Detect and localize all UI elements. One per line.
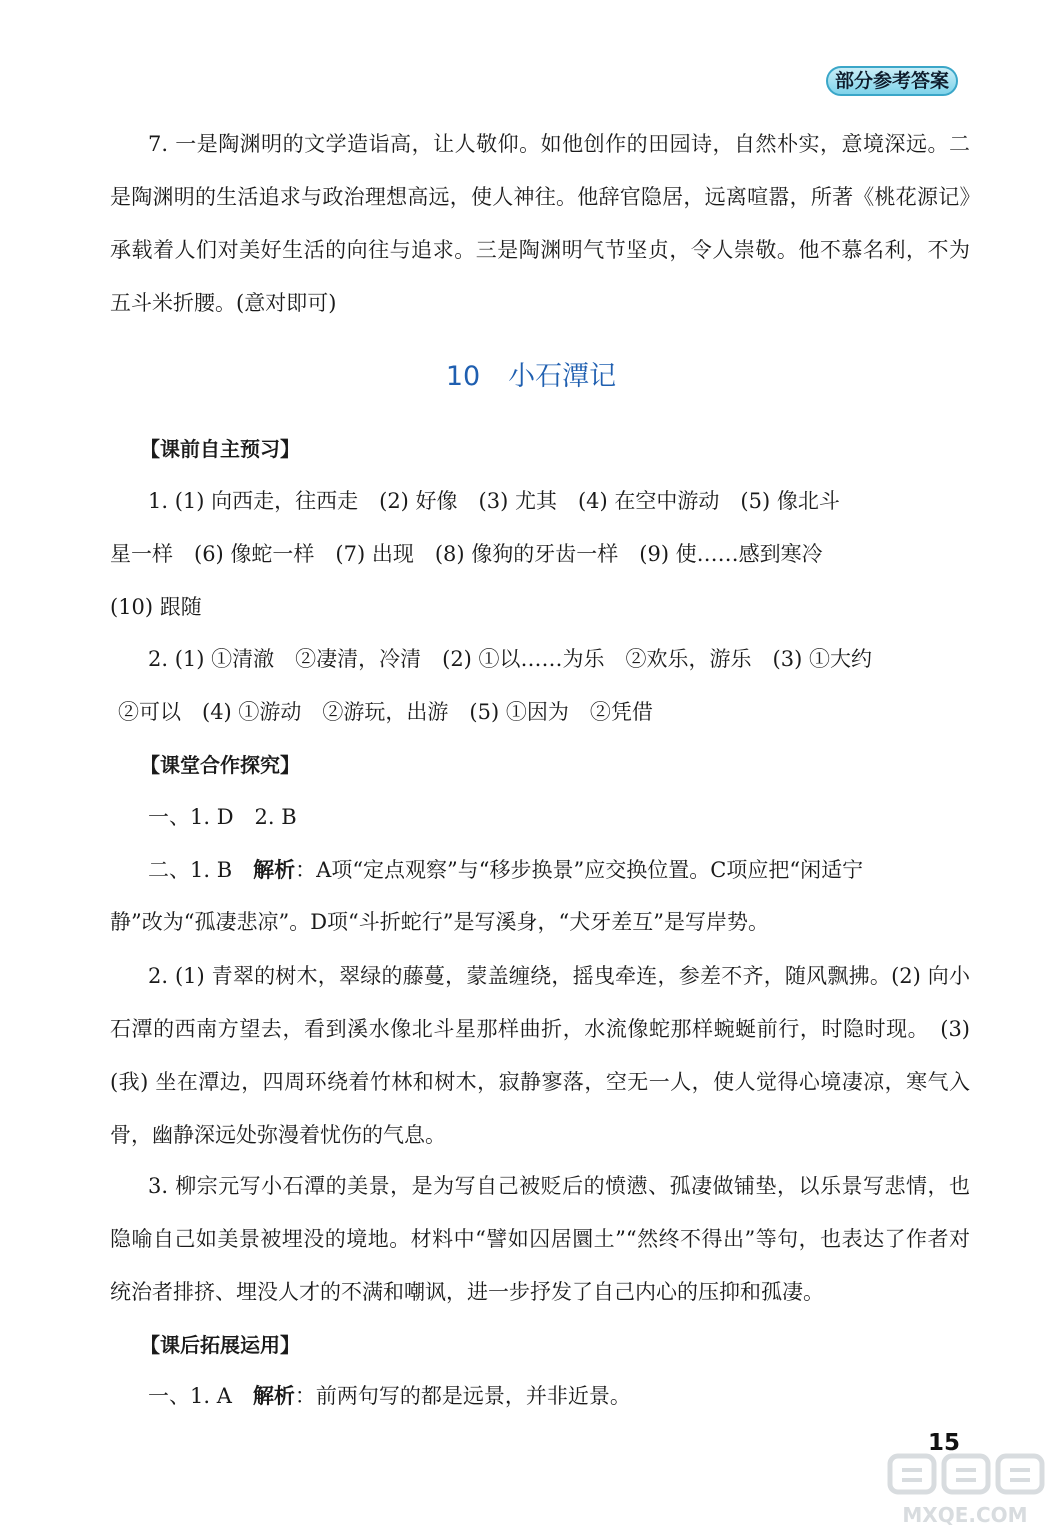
- classroom-part1-answers: 一、1. D 2. B: [148, 805, 297, 829]
- preview-item2-line1: 2. (1) ①清澈 ②凄清，冷清 (2) ①以……为乐 ②欢乐，游乐 (3) ①大约: [148, 647, 872, 671]
- watermark-text: MXQE.COM: [902, 1503, 1028, 1527]
- classroom-q3-paragraph: 3. 柳宗元写小石潭的美景，是为写自己被贬后的愤懑、孤凄做铺垫，以乐景写悲情，也隐喻自己如美景被埋没的境地。材料中“譬如囚居圜土”“然终不得出”等句，也表达了作者对统治者排挤、埋没人才的不满和嘲讽，进一步抒发了自己内心的压抑和孤凄。: [110, 1174, 970, 1304]
- classroom-part2-prefix: 二、1. B: [148, 858, 254, 882]
- analysis-label: 解析: [252, 1384, 295, 1408]
- preview-item1-line1: 1. (1) 向西走，往西走 (2) 好像 (3) 尤其 (4) 在空中游动 (5) 像北斗: [148, 489, 840, 513]
- section-heading-preview: 【课前自主预习】: [140, 437, 300, 461]
- after-part1-line: [148, 1381, 631, 1411]
- preview-item2-line2: ②可以 (4) ①游动 ②游玩，出游 (5) ①因为 ②凭借: [118, 700, 653, 724]
- section-heading-classroom: 【课堂合作探究】: [140, 753, 300, 777]
- answer-section-badge: 部分参考答案: [826, 66, 958, 96]
- lesson-name: 小石潭记: [508, 361, 617, 392]
- classroom-part2-analysis: ：A项“定点观察”与“移步换景”应交换位置。C项应把“闲适宁: [295, 858, 864, 882]
- q7-answer-paragraph: 7. 一是陶渊明的文学造诣高，让人敬仰。如他创作的田园诗，自然朴实，意境深远。二是陶渊明的生活追求与政治理想高远，使人神往。他辞官隐居，远离喧嚣，所著《桃花源记》承载着人们对美好生活的向往与追求。三是陶渊明气节坚贞，令人崇敬。他不慕名利，不为五斗米折腰。(意对即可): [110, 132, 970, 315]
- lesson-title: [0, 358, 1062, 396]
- section-heading-after-class: 【课后拓展运用】: [140, 1333, 300, 1357]
- classroom-part2-line1: [148, 855, 863, 885]
- preview-item1-line2: 星一样 (6) 像蛇一样 (7) 出现 (8) 像狗的牙齿一样 (9) 使……感到寒冷: [110, 542, 823, 566]
- after-part1-prefix: 一、1. A: [148, 1384, 253, 1408]
- lesson-number: 10: [445, 361, 481, 392]
- after-part1-analysis: ：前两句写的都是远景，并非近景。: [294, 1384, 631, 1408]
- classroom-part2-line2: 静”改为“孤凄悲凉”。D项“斗折蛇行”是写溪身，“犬牙差互”是写岸势。: [110, 910, 769, 934]
- page-number: 15: [928, 1430, 961, 1456]
- preview-item1-line3: (10) 跟随: [110, 595, 202, 619]
- watermark-logo: [880, 1450, 1050, 1530]
- classroom-q2-paragraph: 2. (1) 青翠的树木，翠绿的藤蔓，蒙盖缠绕，摇曳牵连，参差不齐，随风飘拂。(2) 向小石潭的西南方望去，看到溪水像北斗星那样曲折，水流像蛇那样蜿蜒前行，时隐时现。 (3) (我) 坐在潭边，四周环绕着竹林和树木，寂静寥落，空无一人，使人觉得心境凄凉，寒气入骨，幽静深远处弥漫着忧伤的气息。: [110, 964, 970, 1147]
- analysis-label: 解析: [253, 858, 296, 882]
